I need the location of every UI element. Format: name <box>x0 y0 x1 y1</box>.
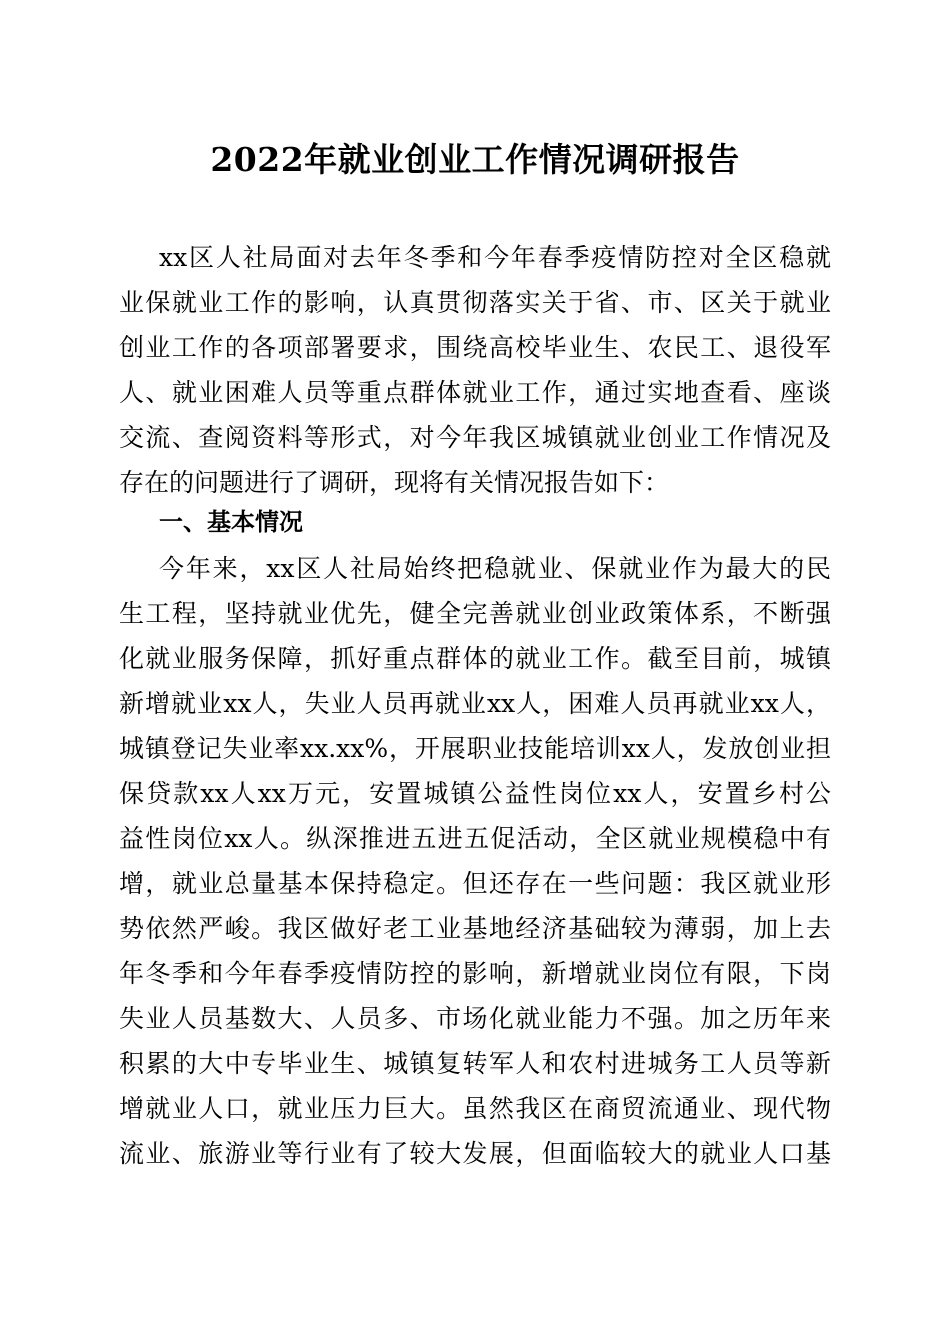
section-heading: 一、基本情况 <box>159 508 303 536</box>
paragraph-line: 年冬季和今年春季疫情防控的影响，新增就业岗位有限，下岗 <box>119 959 831 988</box>
section-heading-block <box>119 500 831 545</box>
document-title: 2022年就业创业工作情况调研报告 <box>210 140 740 179</box>
paragraph-line: 业保就业工作的影响，认真贯彻落实关于省、市、区关于就业 <box>119 288 831 317</box>
paragraph-line: 增就业人口，就业压力巨大。虽然我区在商贸流通业、现代物 <box>119 1094 831 1123</box>
paragraph-line: 势依然严峻。我区做好老工业基地经济基础较为薄弱，加上去 <box>119 914 831 943</box>
paragraph-line: 人、就业困难人员等重点群体就业工作，通过实地查看、座谈 <box>119 378 831 407</box>
paragraph-line: 存在的问题进行了调研，现将有关情况报告如下： <box>119 468 670 497</box>
paragraph-line: 化就业服务保障，抓好重点群体的就业工作。截至目前，城镇 <box>119 644 831 673</box>
intro-paragraph <box>119 235 831 505</box>
paragraph-line: 保贷款xx人xx万元，安置城镇公益性岗位xx人，安置乡村公 <box>119 779 831 808</box>
paragraph-line: 新增就业xx人，失业人员再就业xx人，困难人员再就业xx人， <box>119 689 831 718</box>
paragraph-line: xx区人社局面对去年冬季和今年春季疫情防控对全区稳就 <box>159 243 831 272</box>
paragraph-line: 创业工作的各项部署要求，围绕高校毕业生、农民工、退役军 <box>119 333 831 362</box>
paragraph-line: 城镇登记失业率xx.xx%，开展职业技能培训xx人，发放创业担 <box>119 734 831 763</box>
paragraph-line: 交流、查阅资料等形式，对今年我区城镇就业创业工作情况及 <box>119 423 831 452</box>
paragraph-line: 益性岗位xx人。纵深推进五进五促活动，全区就业规模稳中有 <box>119 824 831 853</box>
paragraph-line: 增，就业总量基本保持稳定。但还存在一些问题：我区就业形 <box>119 869 831 898</box>
paragraph-line: 积累的大中专毕业生、城镇复转军人和农村进城务工人员等新 <box>119 1049 831 1078</box>
basic-situation-paragraph <box>119 546 831 1176</box>
paragraph-line: 失业人员基数大、人员多、市场化就业能力不强。加之历年来 <box>119 1004 831 1033</box>
paragraph-line: 生工程，坚持就业优先，健全完善就业创业政策体系，不断强 <box>119 599 831 628</box>
paragraph-line: 今年来，xx区人社局始终把稳就业、保就业作为最大的民 <box>159 554 831 583</box>
paragraph-line: 流业、旅游业等行业有了较大发展，但面临较大的就业人口基 <box>119 1139 831 1168</box>
